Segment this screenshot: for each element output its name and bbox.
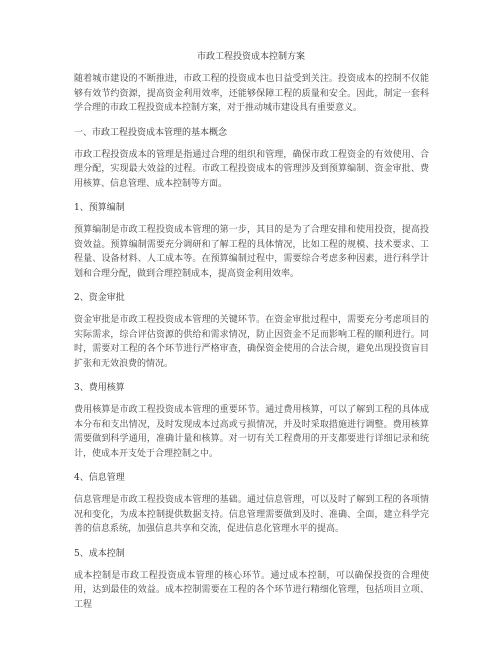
- item-paragraph-information-management: 信息管理是市政工程投资成本管理的基础。通过信息管理，可以及时了解到工程的各项情况和变化，为成本控制提供数据支持。信息管理需要做到及时、准确、全面，建立科学完善的信息系统，加强信息共享和交流，促进信息化管理水平的提高。: [74, 495, 429, 534]
- document-title: 市政工程投资成本控制方案: [196, 52, 305, 62]
- item-paragraph-budget: 预算编制是市政工程投资成本管理的第一步，其目的是为了合理安排和使用投资，提高投资效益。预算编制需要充分调研和了解工程的具体情况，比如工程的规模、技术要求、工程量、设备材料、人工成本等。在预算编制过程中，需要综合考虑多种因素，进行科学计划和合理分配，做到合理控制成本，提高资金利用效率。: [74, 225, 429, 279]
- item-paragraph-cost-control: 成本控制是市政工程投资成本管理的核心环节。通过成本控制，可以确保投资的合理使用，达到最佳的效益。成本控制需要在工程的各个环节进行精细化管理，包括项目立项、工程: [74, 570, 429, 610]
- section-heading-basic-concept: 一、市政工程投资成本管理的基本概念: [74, 127, 228, 138]
- item-heading-budget: 1、预算编制: [74, 203, 125, 213]
- item-paragraph-fund-approval: 资金审批是市政工程投资成本管理的关键环节。在资金审批过程中，需要充分考虑项目的实际需求，综合评估资源的供给和需求情况，防止因资金不足而影响工程的顺利进行。同时，需要对工程的各个环节进行严格审查，确保资金使用的合法合规，避免出现投资盲目扩张和无效浪费的情况。: [74, 315, 429, 369]
- item-heading-information-management: 4、信息管理: [74, 473, 125, 483]
- intro-paragraph: 随着城市建设的不断推进，市政工程的投资成本也日益受到关注。投资成本的控制不仅能够有效节约资源，提高资金利用效率，还能够保障工程的质量和安全。因此，制定一套科学合理的市政工程投资成本控制方案，对于推动城市建设具有重要意义。: [74, 74, 429, 113]
- item-heading-fund-approval: 2、资金审批: [74, 293, 125, 303]
- item-paragraph-cost-accounting: 费用核算是市政工程投资成本管理的重要环节。通过费用核算，可以了解到工程的具体成本分布和支出情况，及时发现成本过高或亏损情况，并及时采取措施进行调整。费用核算需要做到科学通用，准确计量和核算。对一切有关工程费用的开支都要进行详细记录和统计，使成本开支处于合理控制之中。: [74, 405, 429, 459]
- document-body: [74, 72, 429, 620]
- item-heading-cost-control: 5、成本控制: [74, 548, 125, 559]
- section-paragraph-basic-concept: 市政工程投资成本的管理是指通过合理的组织和管理，确保市政工程资金的有效使用、合理分配，实现最大效益的过程。市政工程投资成本的管理涉及到预算编制、资金审批、费用核算、信息管理、成本控制等方面。: [74, 149, 429, 189]
- item-heading-cost-accounting: 3、费用核算: [74, 383, 125, 393]
